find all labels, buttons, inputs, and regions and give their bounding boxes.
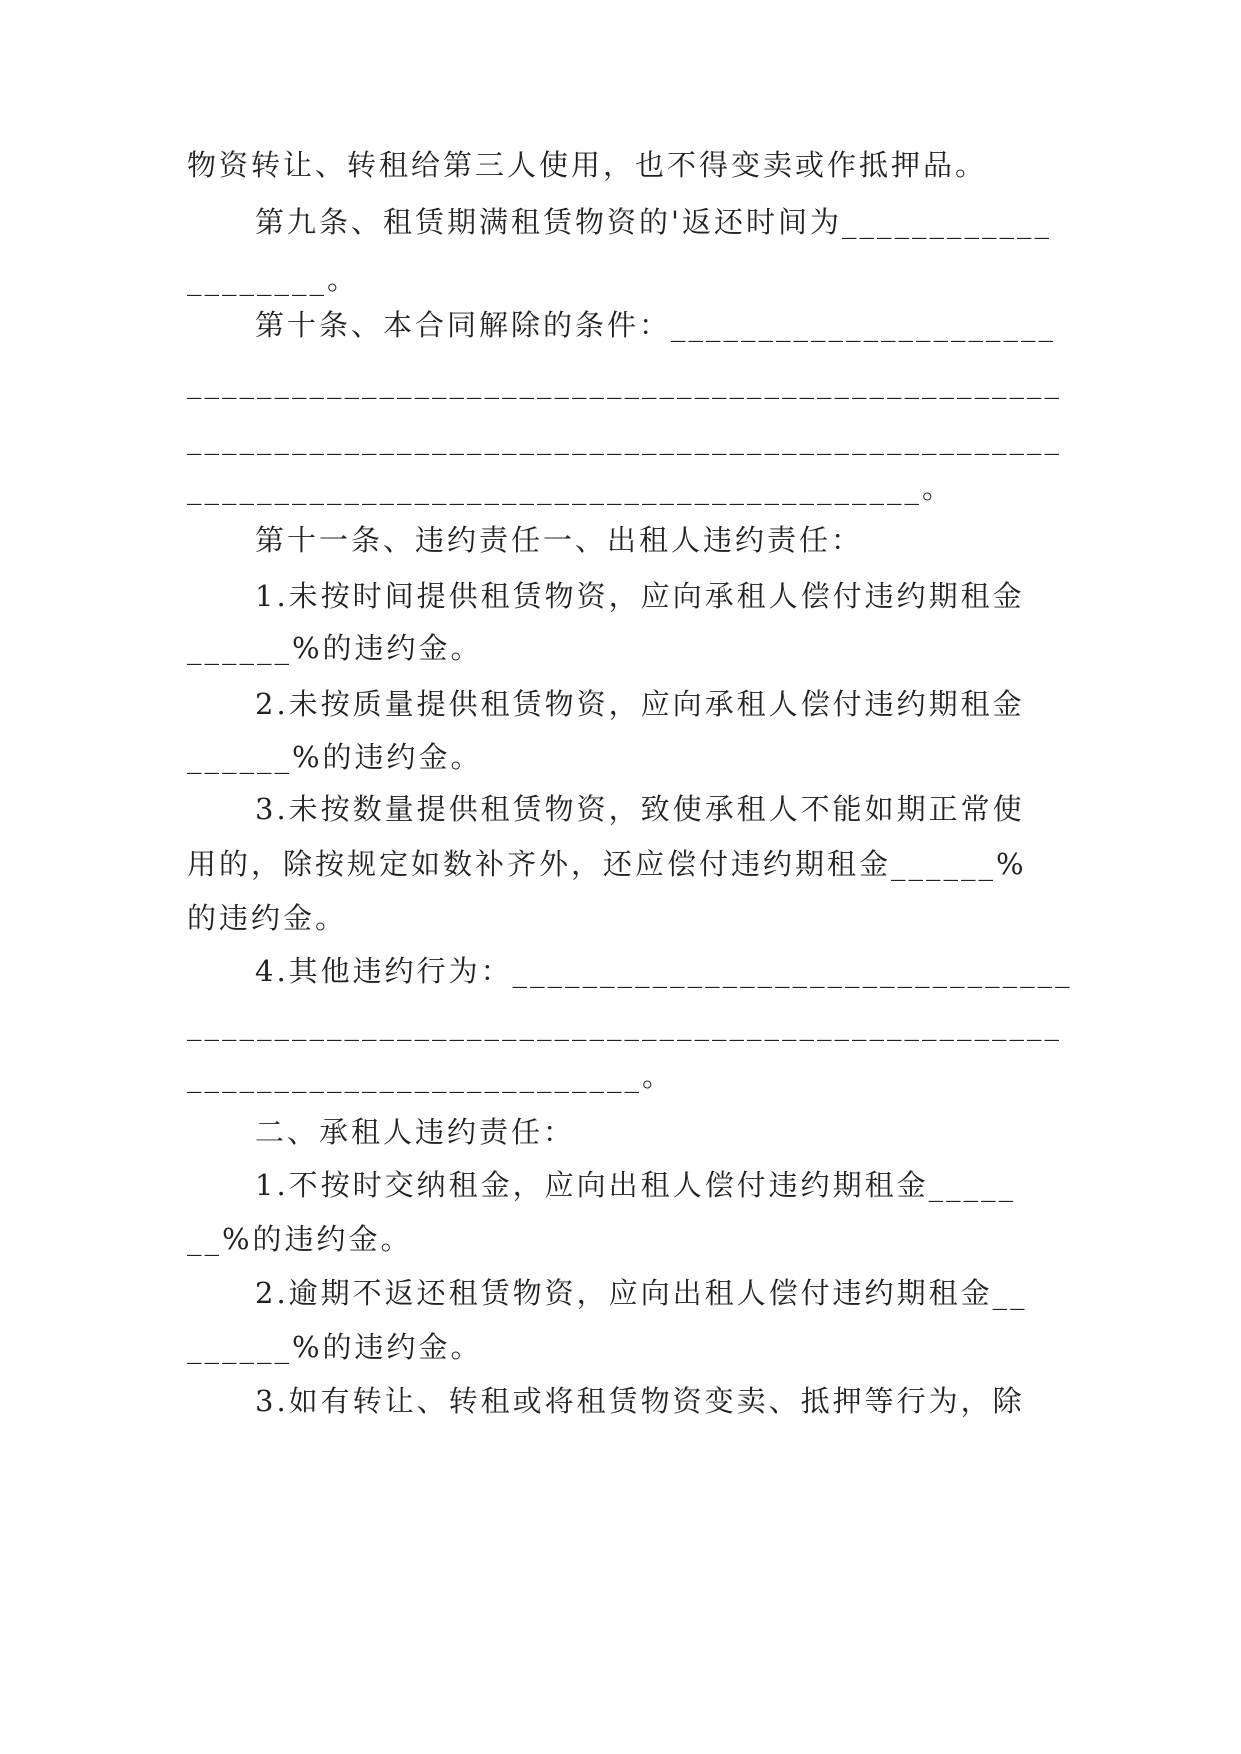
clause-line: 用的，除按规定如数补齐外，还应偿付违约期租金______% bbox=[187, 847, 1027, 881]
clause-line: 的违约金。 bbox=[187, 901, 348, 935]
blank-line: __________________________________________________ bbox=[187, 421, 1062, 455]
blank-line: __________________________。 bbox=[187, 1059, 675, 1093]
blank-line: __________________________________________________ bbox=[187, 1007, 1062, 1041]
blank-line: __________________________________________。 bbox=[187, 471, 955, 505]
clause-line: 2.逾期不返还租赁物资，应向出租人偿付违约期租金__ bbox=[255, 1276, 1028, 1310]
blank-line: __________________________________________________ bbox=[187, 365, 1062, 399]
text-line: ________。 bbox=[187, 262, 360, 296]
clause-line: 2.未按质量提供租赁物资，应向承租人偿付违约期租金 bbox=[255, 687, 1025, 721]
clause-line: 3.未按数量提供租赁物资，致使承租人不能如期正常使 bbox=[255, 792, 1025, 826]
clause-line: ______%的违约金。 bbox=[187, 740, 483, 774]
clause-line: 1.未按时间提供租赁物资，应向承租人偿付违约期租金 bbox=[255, 579, 1025, 613]
clause-line: 4.其他违约行为：________________________________ bbox=[255, 954, 1073, 988]
text-line: 物资转让、转租给第三人使用，也不得变卖或作抵押品。 bbox=[187, 148, 988, 182]
section-heading: 二、承租人违约责任： bbox=[255, 1115, 576, 1149]
clause-line: ______%的违约金。 bbox=[187, 1330, 483, 1364]
clause-line: 3.如有转让、转租或将租赁物资变卖、抵押等行为，除 bbox=[255, 1384, 1025, 1418]
article-11-heading: 第十一条、违约责任一、出租人违约责任： bbox=[255, 523, 864, 557]
clause-line: 1.不按时交纳租金，应向出租人偿付违约期租金_____ bbox=[255, 1168, 1017, 1202]
article-9-line: 第九条、租赁期满租赁物资的'返还时间为____________ bbox=[255, 205, 1052, 239]
clause-line: ______%的违约金。 bbox=[187, 631, 483, 665]
clause-line: __%的违约金。 bbox=[187, 1222, 413, 1256]
article-10-line: 第十条、本合同解除的条件：______________________ bbox=[255, 308, 1057, 342]
